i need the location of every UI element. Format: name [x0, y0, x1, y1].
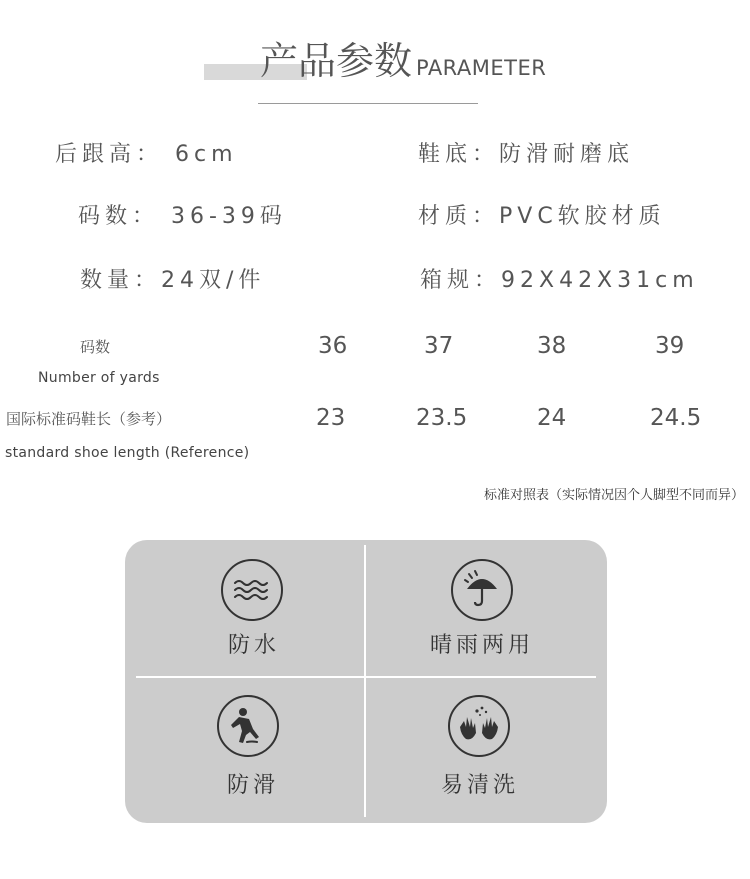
header-underline [258, 103, 478, 104]
page-title: 产品参数 [260, 39, 413, 83]
length-row-sublabel: standard shoe length (Reference) [5, 445, 250, 461]
length-value: 24 [537, 405, 567, 431]
umbrella-icon [451, 559, 513, 621]
length-value: 23.5 [416, 405, 468, 431]
spec-sole: 鞋底：防滑耐磨底 [418, 142, 635, 167]
spec-size: 码数： 36-39码 [78, 204, 287, 229]
spec-material: 材质：PVC软胶材质 [418, 204, 666, 229]
panel-vertical-divider [364, 545, 366, 817]
feature-label-sun-rain: 晴雨两用 [430, 633, 535, 658]
page-subtitle: PARAMETER [416, 56, 547, 80]
size-value: 38 [537, 333, 567, 359]
feature-label-anti-slip: 防滑 [227, 773, 280, 798]
slip-icon [217, 695, 279, 757]
panel-horizontal-divider [136, 676, 596, 678]
size-row-sublabel: Number of yards [38, 370, 160, 386]
size-value: 36 [318, 333, 348, 359]
waves-icon [221, 559, 283, 621]
feature-label-waterproof: 防水 [228, 633, 281, 658]
spec-carton: 箱规：92X42X31cm [420, 268, 699, 293]
size-value: 37 [424, 333, 454, 359]
size-value: 39 [655, 333, 685, 359]
size-chart-note: 标准对照表（实际情况因个人脚型不同而异） [483, 488, 744, 503]
spec-heel-height: 后跟高： 6cm [55, 142, 238, 167]
feature-panel [125, 540, 607, 823]
length-value: 23 [316, 405, 346, 431]
length-value: 24.5 [650, 405, 702, 431]
hands-washing-icon [448, 695, 510, 757]
size-row-label: 码数 [80, 338, 111, 356]
spec-quantity: 数量：24双/件 [80, 268, 266, 293]
feature-label-easy-clean: 易清洗 [441, 773, 520, 798]
length-row-label: 国际标准码鞋长（参考） [6, 410, 172, 428]
